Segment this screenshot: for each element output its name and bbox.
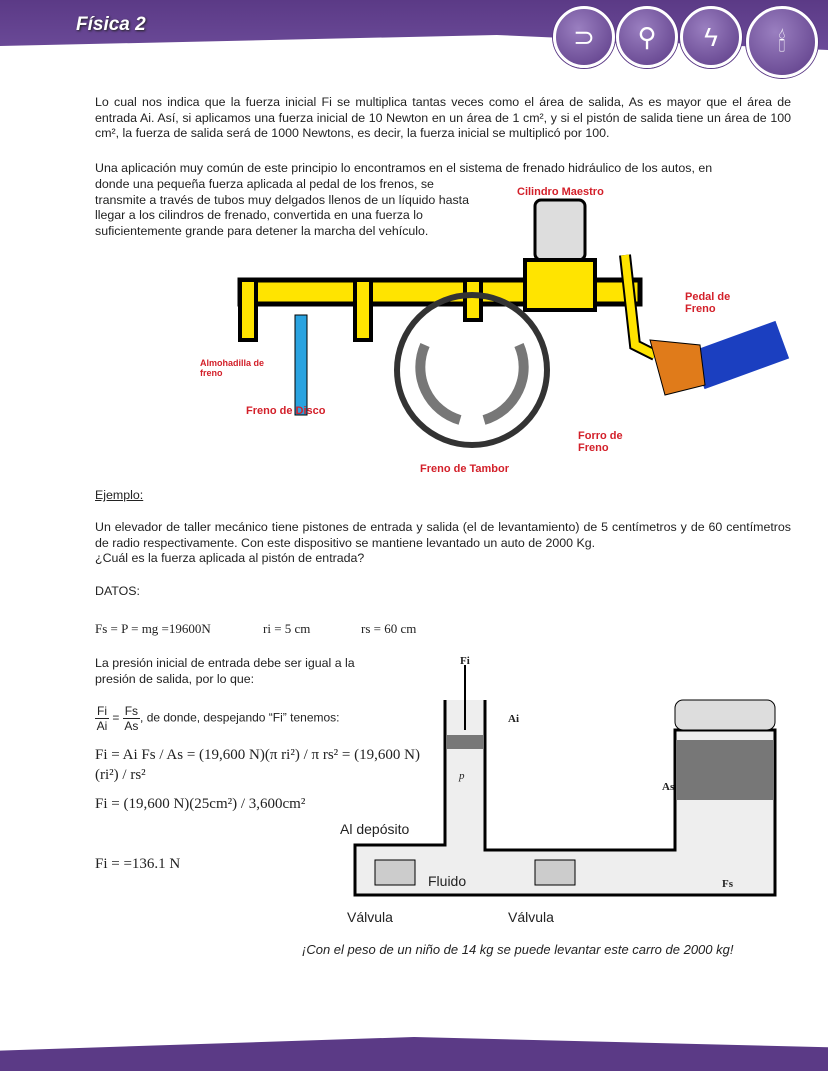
lift-label-fs: Fs <box>722 878 733 890</box>
lift-label-fi: Fi <box>460 655 470 667</box>
lift-label-valve-2: Válvula <box>508 909 554 925</box>
example-heading: Ejemplo: <box>95 488 144 502</box>
faucet-icon: ⚲ <box>616 6 678 68</box>
caption: ¡Con el peso de un niño de 14 kg se puede levantar este carro de 2000 kg! <box>302 942 734 957</box>
datos-label: DATOS: <box>95 584 140 598</box>
label-disc-brake: Freno de Disco <box>246 405 326 417</box>
hydraulic-lift-diagram <box>335 660 795 910</box>
label-master-cylinder: Cilindro Maestro <box>517 186 604 198</box>
footer-bar <box>0 1037 828 1071</box>
lift-label-valve-1: Válvula <box>347 909 393 925</box>
header-title: Física 2 <box>76 14 146 35</box>
equation-2: Fi = (19,600 N)(25cm²) / 3,600cm² <box>95 796 306 812</box>
pressure-reasoning: La presión inicial de entrada debe ser igual a la presión de salida, por lo que: <box>95 656 355 686</box>
label-drum-brake: Freno de Tambor <box>420 463 510 475</box>
despejando-text: , de donde, despejando “Fi” tenemos: <box>140 710 340 725</box>
ratio-equation: $\frac{Fi}{Ai}$ = $\frac{Fs}{As}$ , de donde, despejando “Fi” tenemos: <box>96 704 340 733</box>
equation-result: Fi = =136.1 N <box>95 856 181 872</box>
data-rs: rs = 60 cm <box>361 621 417 636</box>
lift-label-ai: Ai <box>508 713 519 725</box>
example-question: ¿Cuál es la fuerza aplicada al pistón de entrada? <box>95 551 365 565</box>
lift-label-deposit: Al depósito <box>340 821 410 837</box>
brake-paragraph-line1: Una aplicación muy común de este principio lo encontramos en el sistema de frenado hidráulico de los autos, en <box>95 161 713 175</box>
data-ri: ri = 5 cm <box>263 621 311 636</box>
brake-system-diagram <box>195 185 795 485</box>
label-brake-lining: Forro de Freno <box>578 430 623 454</box>
brake-paragraph-rest: donde una pequeña fuerza aplicada al pedal de los frenos, se transmite a través de tubos muy delgados llenos de un líquido hasta llegar a los cilindros de frenado, convertida en una fuerza lo suficientemente grande para detener la marcha del vehículo. <box>95 177 470 238</box>
label-brake-pedal: Pedal de Freno <box>685 291 731 315</box>
candle-icon: 🕯 <box>746 6 818 78</box>
equation-1: Fi = Ai Fs / As = (19,600 N)(π ri²) / π rs² = (19,600 N)(ri²) / rs² <box>95 747 420 783</box>
lightning-icon: ϟ <box>680 6 742 68</box>
intro-paragraph: Lo cual nos indica que la fuerza inicial Fi se multiplica tantas veces como el área de salida, As es mayor que el área de entrada Ai. Así, si aplicamos una fuerza inicial de 10 Newton en un área de 1 cm², y si el pistón de salida tiene un área de 100 cm², la fuerza de salida será de 1000 Newtons, es decir, la fuerza inicial se multiplicó por 100. <box>95 95 791 140</box>
lift-label-p: p <box>459 770 465 782</box>
magnet-icon: ⊃ <box>553 6 615 68</box>
example-statement: Un elevador de taller mecánico tiene pistones de entrada y salida (el de levantamiento) de 5 centímetros y de 60 centímetros de radio respectivamente. Con este dispositivo se mantiene levantado un auto de 2000 Kg. <box>95 520 791 550</box>
lift-label-fluid: Fluido <box>428 873 467 889</box>
label-brake-pad: Almohadilla de freno <box>200 358 265 378</box>
lift-label-as: As <box>662 781 675 793</box>
data-fs: Fs = P = mg =19600N <box>95 621 211 636</box>
